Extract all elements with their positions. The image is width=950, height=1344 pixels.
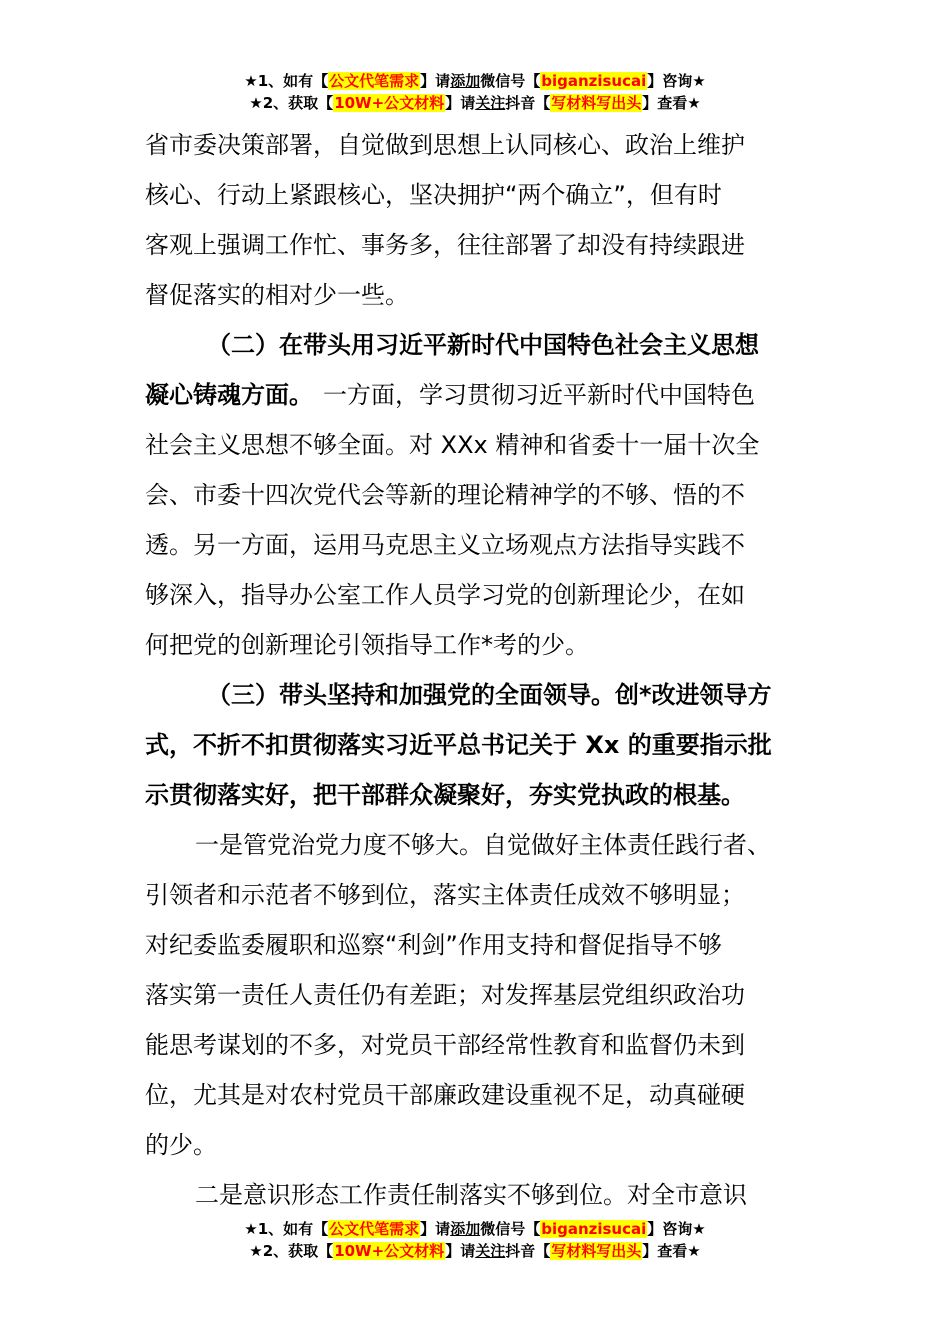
paragraph-line: 对纪委监委履职和巡察“利剑”作用支持和督促指导不够	[145, 931, 722, 959]
banner-text: 微信号【	[480, 72, 541, 90]
banner-text: 】请	[420, 72, 451, 90]
banner-text: ★1、如有【	[244, 1220, 329, 1238]
banner-highlight: 公文代笔需求	[329, 1220, 420, 1238]
banner-text: ★2、获取【	[249, 1242, 334, 1260]
banner-line-2	[0, 1240, 950, 1262]
paragraph-line: 能思考谋划的不多，对党员干部经常性教育和监督仍未到	[145, 1031, 745, 1059]
paragraph-line: 引领者和示范者不够到位，落实主体责任成效不够明显；	[145, 881, 745, 909]
banner-text: 】请	[445, 94, 476, 112]
banner-highlight: 10W+公文材料	[334, 94, 445, 112]
paragraph-line: 何把党的创新理论引领指导工作*考的少。	[145, 631, 589, 659]
banner-text: 微信号【	[480, 1220, 541, 1238]
section-heading-2-cont: 凝心铸魂方面。	[145, 381, 313, 409]
banner-underlined: 添加	[450, 72, 481, 90]
header-banner	[0, 70, 950, 114]
banner-underlined: 关注	[475, 1242, 506, 1260]
paragraph-line: 一方面，学习贯彻习近平新时代中国特色	[323, 381, 755, 409]
banner-text: 抖音【	[505, 1242, 551, 1260]
banner-highlight: biganzisucai	[541, 72, 647, 90]
banner-highlight: 10W+公文材料	[334, 1242, 445, 1260]
paragraph-line: 位，尤其是对农村党员干部廉政建设重视不足，动真碰硬	[145, 1081, 745, 1109]
banner-line-2	[0, 92, 950, 114]
paragraph-line: 二是意识形态工作责任制落实不够到位。对全市意识	[195, 1181, 747, 1209]
banner-line-1	[0, 1218, 950, 1240]
banner-underlined: 关注	[475, 94, 506, 112]
paragraph-line: 客观上强调工作忙、事务多，往往部署了却没有持续跟进	[145, 231, 745, 259]
banner-text: 】查看★	[642, 1242, 701, 1260]
paragraph-line: 核心、行动上紧跟核心，坚决拥护“两个确立”，但有时	[145, 181, 722, 209]
paragraph-line: 省市委决策部署，自觉做到思想上认同核心、政治上维护	[145, 131, 745, 159]
banner-text: 】查看★	[642, 94, 701, 112]
banner-text: ★1、如有【	[244, 72, 329, 90]
paragraph-line: 会、市委十四次党代会等新的理论精神学的不够、悟的不	[145, 481, 745, 509]
paragraph-line: 透。另一方面，运用马克思主义立场观点方法指导实践不	[145, 531, 745, 559]
banner-highlight: 写材料写出头	[551, 94, 642, 112]
paragraph-line: 的少。	[145, 1131, 217, 1159]
banner-text: ★2、获取【	[249, 94, 334, 112]
banner-text: 】咨询★	[647, 1220, 706, 1238]
section-heading-3-cont: 示贯彻落实好，把干部群众凝聚好，夯实党执政的根基。	[145, 781, 745, 809]
banner-text: 抖音【	[505, 94, 551, 112]
paragraph-line: 社会主义思想不够全面。对 XXx 精神和省委十一届十次全	[145, 431, 760, 459]
banner-highlight: 公文代笔需求	[329, 72, 420, 90]
footer-banner	[0, 1218, 950, 1262]
paragraph-line: 落实第一责任人责任仍有差距；对发挥基层党组织政治功	[145, 981, 745, 1009]
banner-text: 】请	[420, 1220, 451, 1238]
paragraph-line: 够深入，指导办公室工作人员学习党的创新理论少，在如	[145, 581, 745, 609]
banner-underlined: 添加	[450, 1220, 481, 1238]
section-heading-2: （二）在带头用习近平新时代中国特色社会主义思想	[207, 331, 759, 359]
banner-text: 】咨询★	[647, 72, 706, 90]
paragraph-line: 一是管党治党力度不够大。自觉做好主体责任践行者、	[195, 831, 771, 859]
section-heading-3: （三）带头坚持和加强党的全面领导。创*改进领导方	[207, 681, 772, 709]
section-heading-3-cont: 式，不折不扣贯彻落实习近平总书记关于 Xx 的重要指示批	[145, 731, 772, 759]
banner-text: 】请	[445, 1242, 476, 1260]
banner-highlight: 写材料写出头	[551, 1242, 642, 1260]
banner-highlight: biganzisucai	[541, 1220, 647, 1238]
paragraph-line: 督促落实的相对少一些。	[145, 281, 409, 309]
banner-line-1	[0, 70, 950, 92]
